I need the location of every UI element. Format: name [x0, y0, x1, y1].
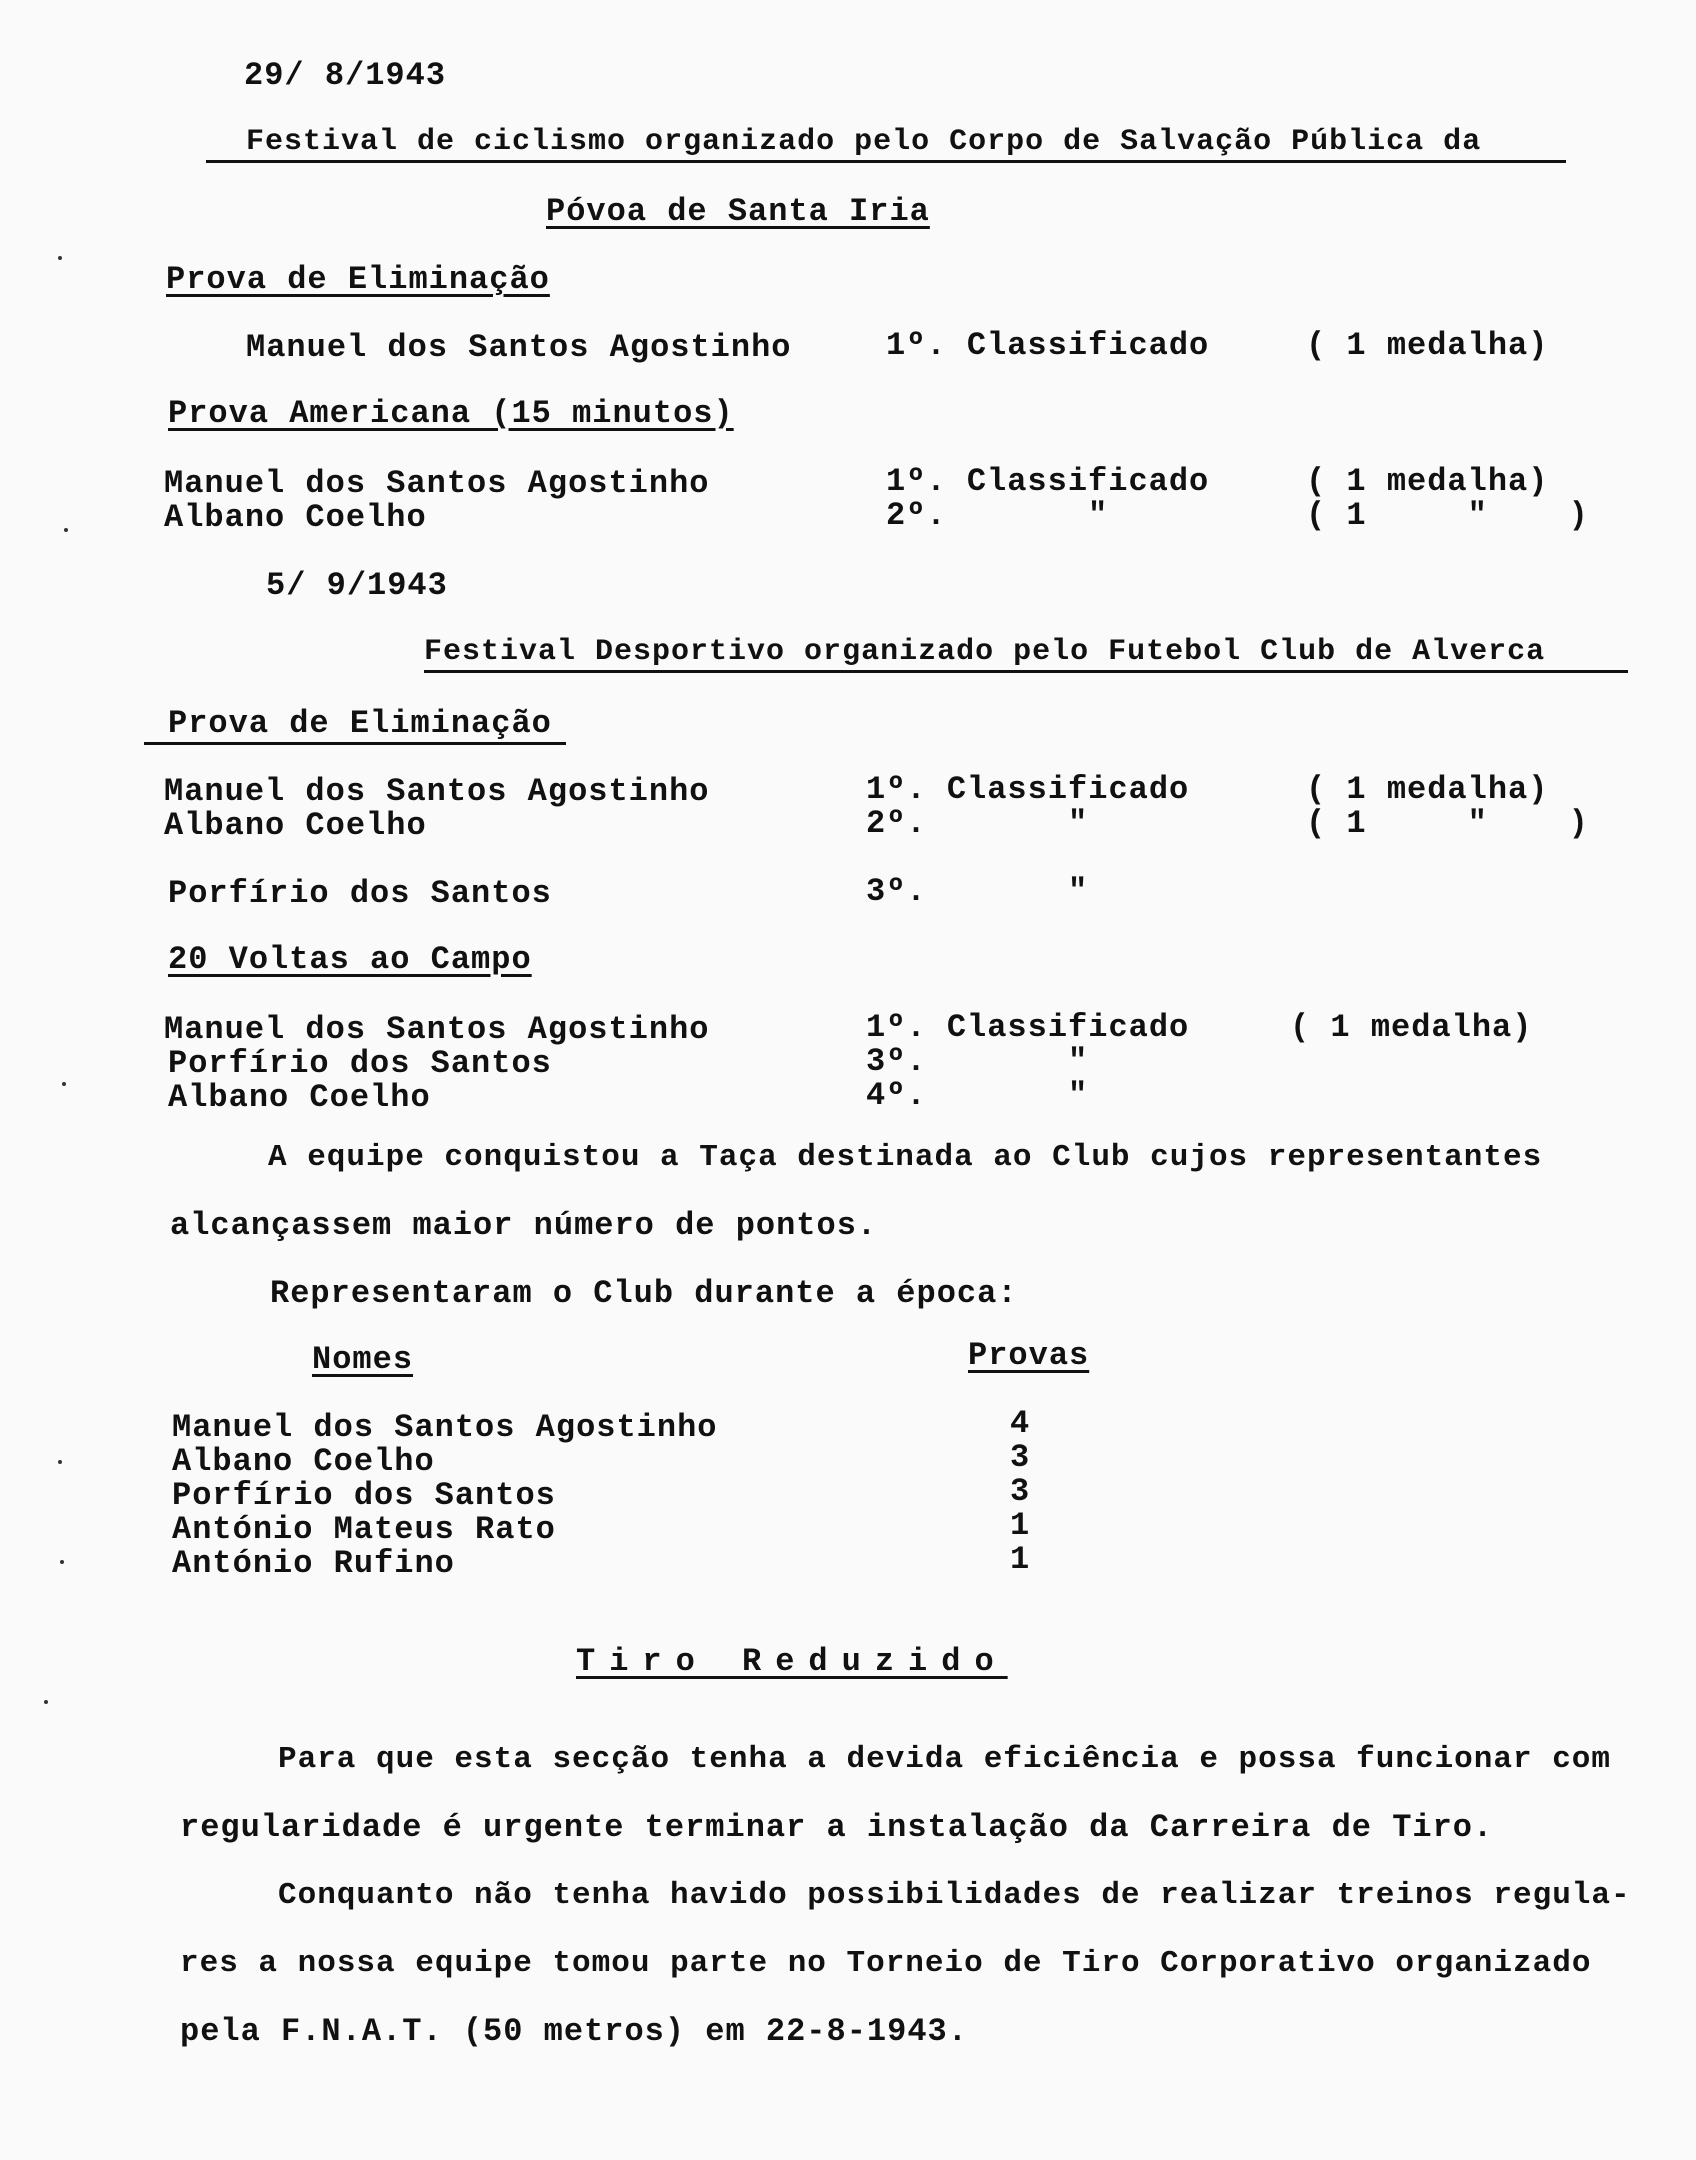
table-row-name: António Mateus Rato	[172, 1511, 556, 1548]
result-name: Porfírio dos Santos	[168, 875, 552, 912]
result-name: Manuel dos Santos Agostinho	[164, 773, 710, 810]
tiro-heading: Tiro Reduzido	[576, 1643, 1008, 1680]
section-heading: 20 Voltas ao Campo	[168, 941, 532, 978]
festival2-title: Festival Desportivo organizado pelo Futebol Club de Alverca	[424, 635, 1546, 669]
result-name: Manuel dos Santos Agostinho	[246, 329, 792, 366]
result-place: 4º. "	[866, 1077, 1089, 1114]
table-row-name: António Rufino	[172, 1545, 455, 1582]
result-name: Manuel dos Santos Agostinho	[164, 1011, 710, 1048]
page-speck	[64, 528, 68, 532]
paragraph-line: pela F.N.A.T. (50 metros) em 22-8-1943.	[180, 2013, 968, 2050]
result-place: 1º. Classificado	[866, 1009, 1190, 1046]
festival1-title-rule	[206, 160, 1566, 163]
section-heading-rule	[144, 742, 566, 745]
paragraph-line: A equipe conquistou a Taça destinada ao Club cujos representantes	[268, 1140, 1543, 1175]
result-award: ( 1 medalha)	[1290, 1009, 1533, 1046]
table-row-name: Manuel dos Santos Agostinho	[172, 1409, 718, 1446]
result-place: 1º. Classificado	[866, 771, 1190, 808]
result-name: Albano Coelho	[164, 499, 427, 536]
result-place: 2º. "	[866, 805, 1089, 842]
page-speck	[58, 256, 62, 260]
table-row-provas: 1	[1010, 1507, 1031, 1544]
table-header-nomes: Nomes	[312, 1341, 414, 1378]
page-speck	[60, 1560, 64, 1564]
festival2-title-rule	[424, 670, 1628, 673]
table-row-provas: 3	[1010, 1473, 1031, 1510]
table-header-provas: Provas	[968, 1337, 1090, 1374]
paragraph-line: Para que esta secção tenha a devida eficiência e possa funcionar com	[278, 1742, 1612, 1777]
result-name: Albano Coelho	[168, 1079, 431, 1116]
table-row-provas: 1	[1010, 1541, 1031, 1578]
paragraph-line: Representaram o Club durante a época:	[270, 1275, 1018, 1312]
date-heading: 5/ 9/1943	[266, 567, 448, 604]
result-award: ( 1 medalha)	[1306, 771, 1549, 808]
page-speck	[58, 1460, 62, 1464]
festival1-title-line2: Póvoa de Santa Iria	[546, 193, 930, 230]
result-name: Manuel dos Santos Agostinho	[164, 465, 710, 502]
result-place: 3º. "	[866, 873, 1089, 910]
result-award: ( 1 medalha)	[1306, 327, 1549, 364]
section-heading: Prova Americana (15 minutos)	[168, 395, 734, 432]
result-place: 1º. Classificado	[886, 463, 1210, 500]
date-heading: 29/ 8/1943	[244, 57, 447, 94]
paragraph-line: alcançassem maior número de pontos.	[170, 1207, 878, 1244]
table-row-provas: 4	[1010, 1405, 1031, 1442]
result-place: 1º. Classificado	[886, 327, 1210, 364]
table-row-provas: 3	[1010, 1439, 1031, 1476]
paragraph-line: regularidade é urgente terminar a instalação da Carreira de Tiro.	[180, 1809, 1494, 1846]
table-row-name: Albano Coelho	[172, 1443, 435, 1480]
paragraph-line: Conquanto não tenha havido possibilidades de realizar treinos regula-	[278, 1878, 1631, 1913]
result-place: 2º. "	[886, 497, 1109, 534]
page-speck	[62, 1082, 66, 1086]
paragraph-line: res a nossa equipe tomou parte no Torneio de Tiro Corporativo organizado	[180, 1946, 1592, 1981]
result-name: Porfírio dos Santos	[168, 1045, 552, 1082]
result-award: ( 1 medalha)	[1306, 463, 1549, 500]
result-name: Albano Coelho	[164, 807, 427, 844]
result-award: ( 1 " )	[1306, 497, 1589, 534]
festival1-title-line1: Festival de ciclismo organizado pelo Corpo de Salvação Pública da	[246, 125, 1482, 159]
section-heading: Prova de Eliminação	[168, 705, 552, 742]
result-award: ( 1 " )	[1306, 805, 1589, 842]
result-place: 3º. "	[866, 1043, 1089, 1080]
section-heading: Prova de Eliminação	[166, 261, 550, 298]
table-row-name: Porfírio dos Santos	[172, 1477, 556, 1514]
page-speck	[44, 1700, 48, 1704]
